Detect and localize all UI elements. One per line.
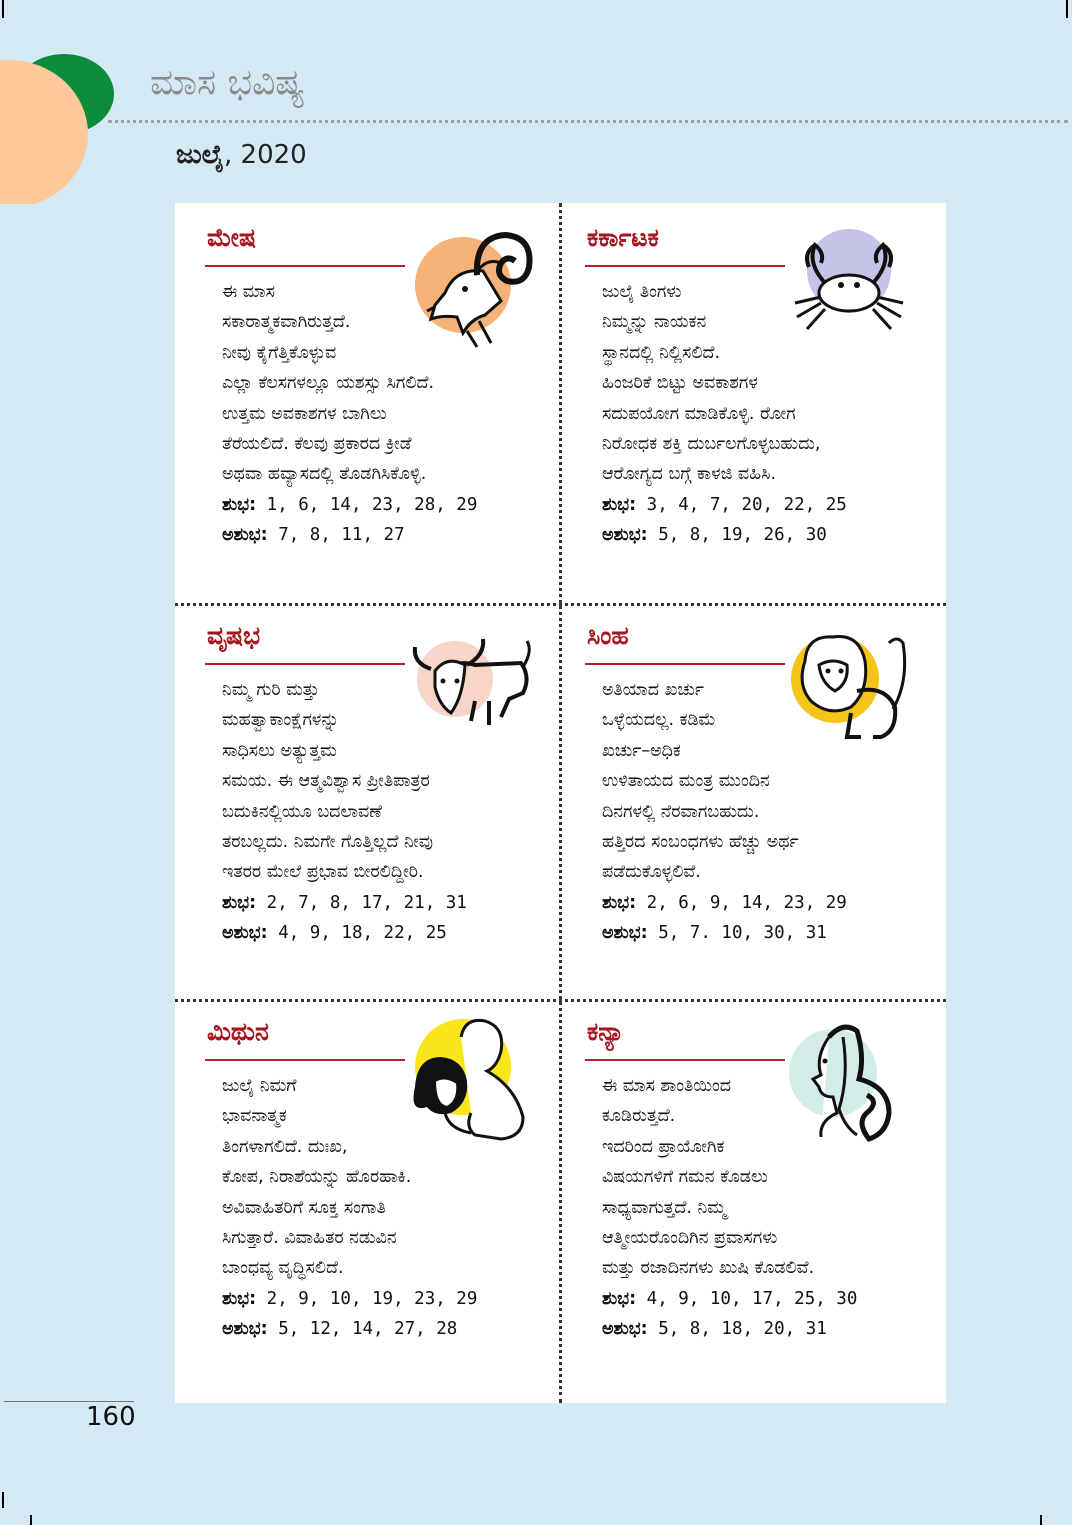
lucky-values: 2, 9, 10, 19, 23, 29 (266, 1288, 478, 1309)
sign-underline (585, 663, 785, 665)
unlucky-label: ಅಶುಭ: (602, 525, 648, 546)
month-year: 2020 (240, 140, 307, 170)
prediction-line: ಖರ್ಚು–ಅಧಿಕ (602, 740, 681, 761)
sign-prediction (602, 277, 922, 551)
prediction-line: ಇದರಿಂದ ಪ್ರಾಯೋಗಿಕ (602, 1136, 725, 1157)
unlucky-label: ಅಶುಭ: (602, 923, 648, 944)
unlucky-dates (602, 1314, 922, 1344)
lucky-label: ಶುಭ: (222, 892, 257, 913)
crop-mark (30, 1515, 32, 1525)
lucky-dates (602, 490, 922, 520)
prediction-line: ನಿಮ್ಮನ್ನು ನಾಯಕನ (602, 312, 707, 333)
prediction-line: ವಿಷಯಗಳಿಗೆ ಗಮನ ಕೊಡಲು (602, 1167, 768, 1188)
sign-underline (205, 1059, 405, 1061)
horoscope-panel (175, 203, 946, 1403)
prediction-line: ಸಿಗುತ್ತಾರೆ. ವಿವಾಹಿತರ ನಡುವಿನ (222, 1228, 397, 1249)
prediction-line: ನಿಮ್ಮ ಗುರಿ ಮತ್ತು (222, 680, 320, 700)
crop-mark (1066, 0, 1068, 18)
crop-mark (2, 0, 4, 18)
prediction-line: ಪಡೆದುಕೊಳ್ಳಲಿವೆ. (602, 862, 701, 883)
sign-name: ಕರ್ಕಾಟಕ (587, 223, 659, 252)
unlucky-values: 5, 8, 19, 26, 30 (658, 525, 827, 546)
sign-name: ಮೇಷ (207, 223, 256, 252)
prediction-line: ಕೋಪ, ನಿರಾಶೆಯನ್ನು ಹೊರಹಾಕಿ. (222, 1167, 412, 1188)
month-comma: , (224, 140, 241, 170)
sign-prediction (602, 1071, 922, 1345)
prediction-line: ಜುಲೈ ನಿಮಗೆ (222, 1076, 297, 1096)
sign-name: ವೃಷಭ (207, 621, 261, 650)
prediction-line: ಸ್ಥಾನದಲ್ಲಿ ನಿಲ್ಲಿಸಲಿದೆ. (602, 342, 721, 363)
unlucky-values: 5, 8, 18, 20, 31 (658, 1319, 827, 1340)
lucky-label: ಶುಭ: (602, 892, 637, 913)
prediction-line: ತಿಂಗಳಾಗಲಿದೆ. ದುಃಖ, (222, 1136, 348, 1157)
prediction-line: ಅತಿಯಾದ ಖರ್ಚು (602, 680, 704, 700)
prediction-line: ಈ ಮಾಸ (222, 282, 275, 302)
month-label (176, 140, 307, 171)
prediction-line: ಕೂಡಿರುತ್ತದೆ. (602, 1106, 676, 1127)
prediction-line: ತೆರೆಯಲಿದೆ. ಕೆಲವು ಪ್ರಕಾರದ ಕ್ರೀಡೆ (222, 434, 412, 455)
crop-mark (1040, 1515, 1042, 1525)
section-title: ಮಾಸ ಭವಿಷ್ಯ (150, 62, 305, 103)
unlucky-label: ಅಶುಭ: (222, 923, 268, 944)
unlucky-values: 5, 7. 10, 30, 31 (658, 923, 827, 944)
prediction-line: ಬದುಕಿನಲ್ಲಿಯೂ ಬದಲಾವಣೆ (222, 801, 382, 822)
prediction-line: ಎಲ್ಲಾ ಕೆಲಸಗಳಲ್ಲೂ ಯಶಸ್ಸು ಸಿಗಲಿದೆ. (222, 373, 435, 394)
unlucky-dates (222, 918, 542, 948)
prediction-line: ದಿನಗಳಲ್ಲಿ ನೆರವಾಗಬಹುದು. (602, 801, 760, 822)
sign-underline (585, 265, 785, 267)
prediction-line: ಸದುಪಯೋಗ ಮಾಡಿಕೊಳ್ಳಿ. ರೋಗ (602, 403, 796, 424)
sign-underline (205, 663, 405, 665)
prediction-line: ಆರೋಗ್ಯದ ಬಗ್ಗೆ ಕಾಳಜಿ ವಹಿಸಿ. (602, 464, 777, 485)
lucky-label: ಶುಭ: (602, 1288, 637, 1309)
sign-name: ಕನ್ಯಾ (587, 1017, 625, 1046)
prediction-line: ಹತ್ತಿರದ ಸಂಬಂಧಗಳು ಹೆಚ್ಚು ಅರ್ಥ (602, 832, 799, 853)
unlucky-dates (602, 520, 922, 550)
prediction-line: ಇತರರ ಮೇಲೆ ಪ್ರಭಾವ ಬೀರಲಿದ್ದೀರಿ. (222, 862, 424, 883)
unlucky-values: 7, 8, 11, 27 (278, 525, 405, 546)
title-divider (108, 120, 1068, 123)
unlucky-dates (222, 1314, 542, 1344)
prediction-line: ಉಳಿತಾಯದ ಮಂತ್ರ ಮುಂದಿನ (602, 771, 770, 792)
unlucky-values: 4, 9, 18, 22, 25 (278, 923, 447, 944)
unlucky-label: ಅಶುಭ: (222, 1319, 268, 1340)
lucky-values: 1, 6, 14, 23, 28, 29 (266, 494, 478, 515)
unlucky-label: ಅಶುಭ: (222, 525, 268, 546)
prediction-line: ಭಾವನಾತ್ಮಕ (222, 1106, 287, 1127)
unlucky-dates (222, 520, 542, 550)
prediction-line: ಜುಲೈ ತಿಂಗಳು (602, 282, 682, 302)
lucky-values: 4, 9, 10, 17, 25, 30 (646, 1288, 858, 1309)
lucky-values: 2, 7, 8, 17, 21, 31 (266, 892, 467, 913)
lucky-dates (222, 888, 542, 918)
row-divider (175, 603, 946, 606)
prediction-line: ಮಹತ್ವಾಕಾಂಕ್ಷೆಗಳನ್ನು (222, 710, 340, 731)
lucky-dates (222, 490, 542, 520)
row-divider (175, 999, 946, 1002)
prediction-line: ಸಮಯ. ಈ ಆತ್ಮವಿಶ್ವಾಸ ಪ್ರೀತಿಪಾತ್ರರ (222, 771, 430, 792)
sign-underline (205, 265, 405, 267)
sign-prediction (222, 675, 542, 949)
prediction-line: ಸಾಧಿಸಲು ಅತ್ಯುತ್ತಮ (222, 740, 337, 761)
lucky-label: ಶುಭ: (222, 1288, 257, 1309)
prediction-line: ಬಾಂಧವ್ಯ ವೃದ್ಧಿಸಲಿದೆ. (222, 1258, 344, 1279)
prediction-line: ಸಕಾರಾತ್ಮಕವಾಗಿರುತ್ತದೆ. (222, 312, 351, 333)
prediction-line: ಈ ಮಾಸ ಶಾಂತಿಯಿಂದ (602, 1076, 732, 1096)
decorative-mask (0, 204, 100, 234)
sign-name: ಸಿಂಹ (587, 621, 629, 650)
page-number: 160 (86, 1402, 136, 1432)
prediction-line: ಅಥವಾ ಹವ್ಯಾಸದಲ್ಲಿ ತೊಡಗಿಸಿಕೊಳ್ಳಿ. (222, 464, 427, 485)
unlucky-label: ಅಶುಭ: (602, 1319, 648, 1340)
sign-prediction (222, 277, 542, 551)
sign-underline (585, 1059, 785, 1061)
lucky-dates (602, 888, 922, 918)
prediction-line: ಆತ್ಮೀಯರೊಂದಿಗಿನ ಪ್ರವಾಸಗಳು (602, 1228, 778, 1249)
unlucky-dates (602, 918, 922, 948)
prediction-line: ಮತ್ತು ರಜಾದಿನಗಳು ಖುಷಿ ಕೊಡಲಿವೆ. (602, 1258, 815, 1279)
prediction-line: ಉತ್ತಮ ಅವಕಾಶಗಳ ಬಾಗಿಲು (222, 403, 387, 424)
unlucky-values: 5, 12, 14, 27, 28 (278, 1319, 458, 1340)
column-divider (559, 203, 562, 1403)
lucky-dates (602, 1284, 922, 1314)
prediction-line: ನೀವು ಕೈಗೆತ್ತಿಕೊಳ್ಳುವ (222, 342, 337, 363)
sign-prediction (222, 1071, 542, 1345)
lucky-values: 2, 6, 9, 14, 23, 29 (646, 892, 847, 913)
lucky-dates (222, 1284, 542, 1314)
prediction-line: ಸಾಧ್ಯವಾಗುತ್ತದೆ. ನಿಮ್ಮ (602, 1197, 727, 1218)
lucky-label: ಶುಭ: (602, 494, 637, 515)
lucky-label: ಶುಭ: (222, 494, 257, 515)
prediction-line: ತರಬಲ್ಲದು. ನಿಮಗೇ ಗೊತ್ತಿಲ್ಲದೆ ನೀವು (222, 832, 434, 853)
prediction-line: ಹಿಂಜರಿಕೆ ಬಿಟ್ಟು ಅವಕಾಶಗಳ (602, 373, 758, 394)
prediction-line: ಅವಿವಾಹಿತರಿಗೆ ಸೂಕ್ತ ಸಂಗಾತಿ (222, 1197, 386, 1218)
lucky-values: 3, 4, 7, 20, 22, 25 (646, 494, 847, 515)
prediction-line: ನಿರೋಧಕ ಶಕ್ತಿ ದುರ್ಬಲಗೊಳ್ಳಬಹುದು, (602, 434, 821, 455)
sign-name: ಮಿಥುನ (207, 1017, 269, 1046)
crop-mark (2, 1492, 4, 1508)
month-name: ಜುಲೈ (176, 140, 224, 170)
sign-prediction (602, 675, 922, 949)
prediction-line: ಒಳ್ಳೆಯದಲ್ಲ. ಕಡಿಮೆ (602, 710, 716, 731)
